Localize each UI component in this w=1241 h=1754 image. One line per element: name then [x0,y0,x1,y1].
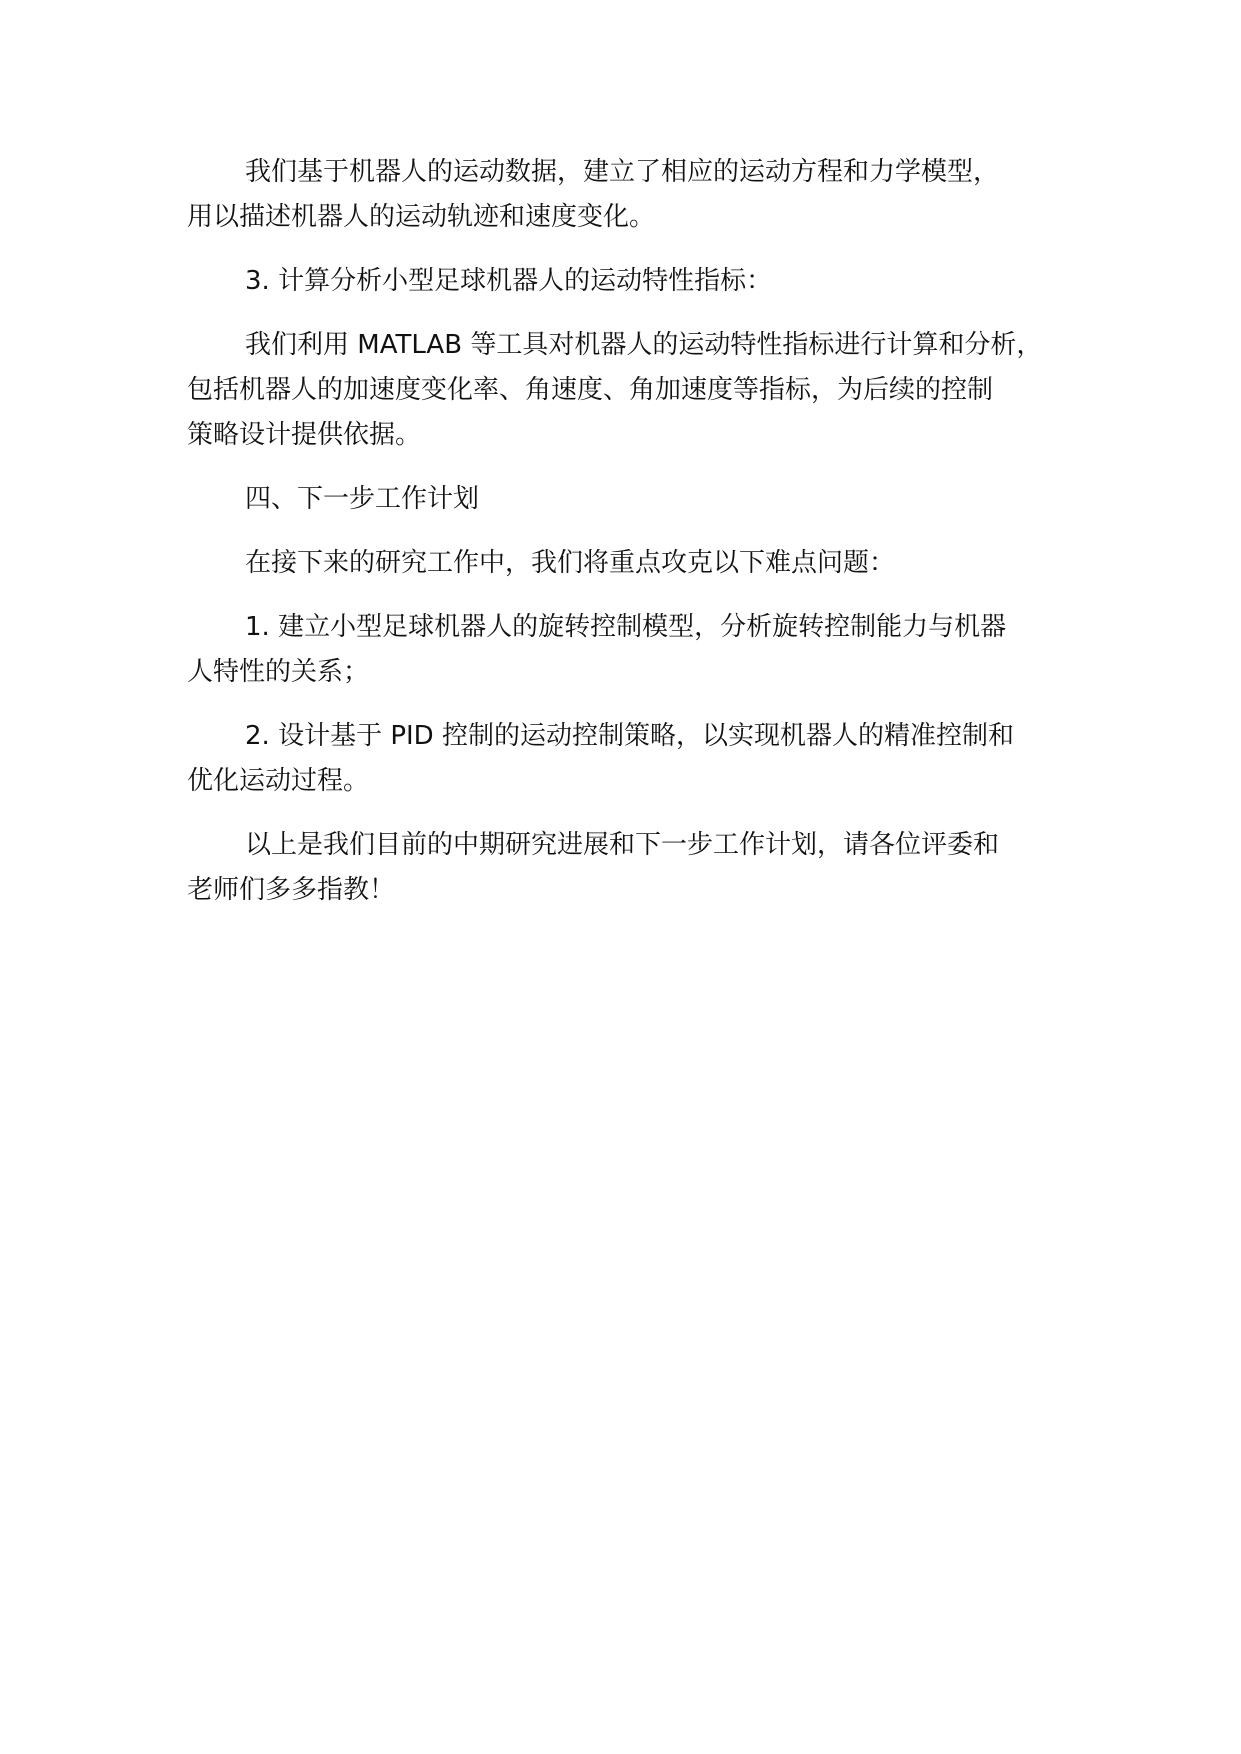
paragraph-line: 1. 建立小型足球机器人的旋转控制模型，分析旋转控制能力与机器 [245,612,1007,642]
section-heading-next-steps [187,477,1087,522]
paragraph-matlab-analysis [187,323,1087,458]
paragraph-line: 以上是我们目前的中期研究进展和下一步工作计划，请各位评委和 [245,830,1000,860]
section-heading-item-3 [187,259,1087,304]
paragraph-next-steps-intro [187,541,1087,586]
paragraph-closing [187,823,1087,913]
paragraph-motion-model [187,150,1087,240]
list-item-2 [187,714,1087,804]
paragraph-line: 老师们多多指教！ [187,875,396,905]
paragraph-line: 包括机器人的加速度变化率、角速度、角加速度等指标，为后续的控制 [187,375,994,405]
list-item-1 [187,605,1087,695]
paragraph-line: 2. 设计基于 PID 控制的运动控制策略，以实现机器人的精准控制和 [245,721,1014,751]
paragraph-line: 人特性的关系； [187,657,370,687]
paragraph-line: 我们利用 MATLAB 等工具对机器人的运动特性指标进行计算和分析， [245,330,1043,360]
paragraph-line: 用以描述机器人的运动轨迹和速度变化。 [187,202,656,232]
paragraph-line: 四、下一步工作计划 [245,484,480,514]
paragraph-line: 我们基于机器人的运动数据，建立了相应的运动方程和力学模型， [245,157,1000,187]
paragraph-line: 3. 计算分析小型足球机器人的运动特性指标： [245,266,773,296]
paragraph-line: 策略设计提供依据。 [187,420,422,450]
paragraph-line: 在接下来的研究工作中，我们将重点攻克以下难点问题： [245,548,896,578]
paragraph-line: 优化运动过程。 [187,766,370,796]
document-body [187,150,1087,913]
